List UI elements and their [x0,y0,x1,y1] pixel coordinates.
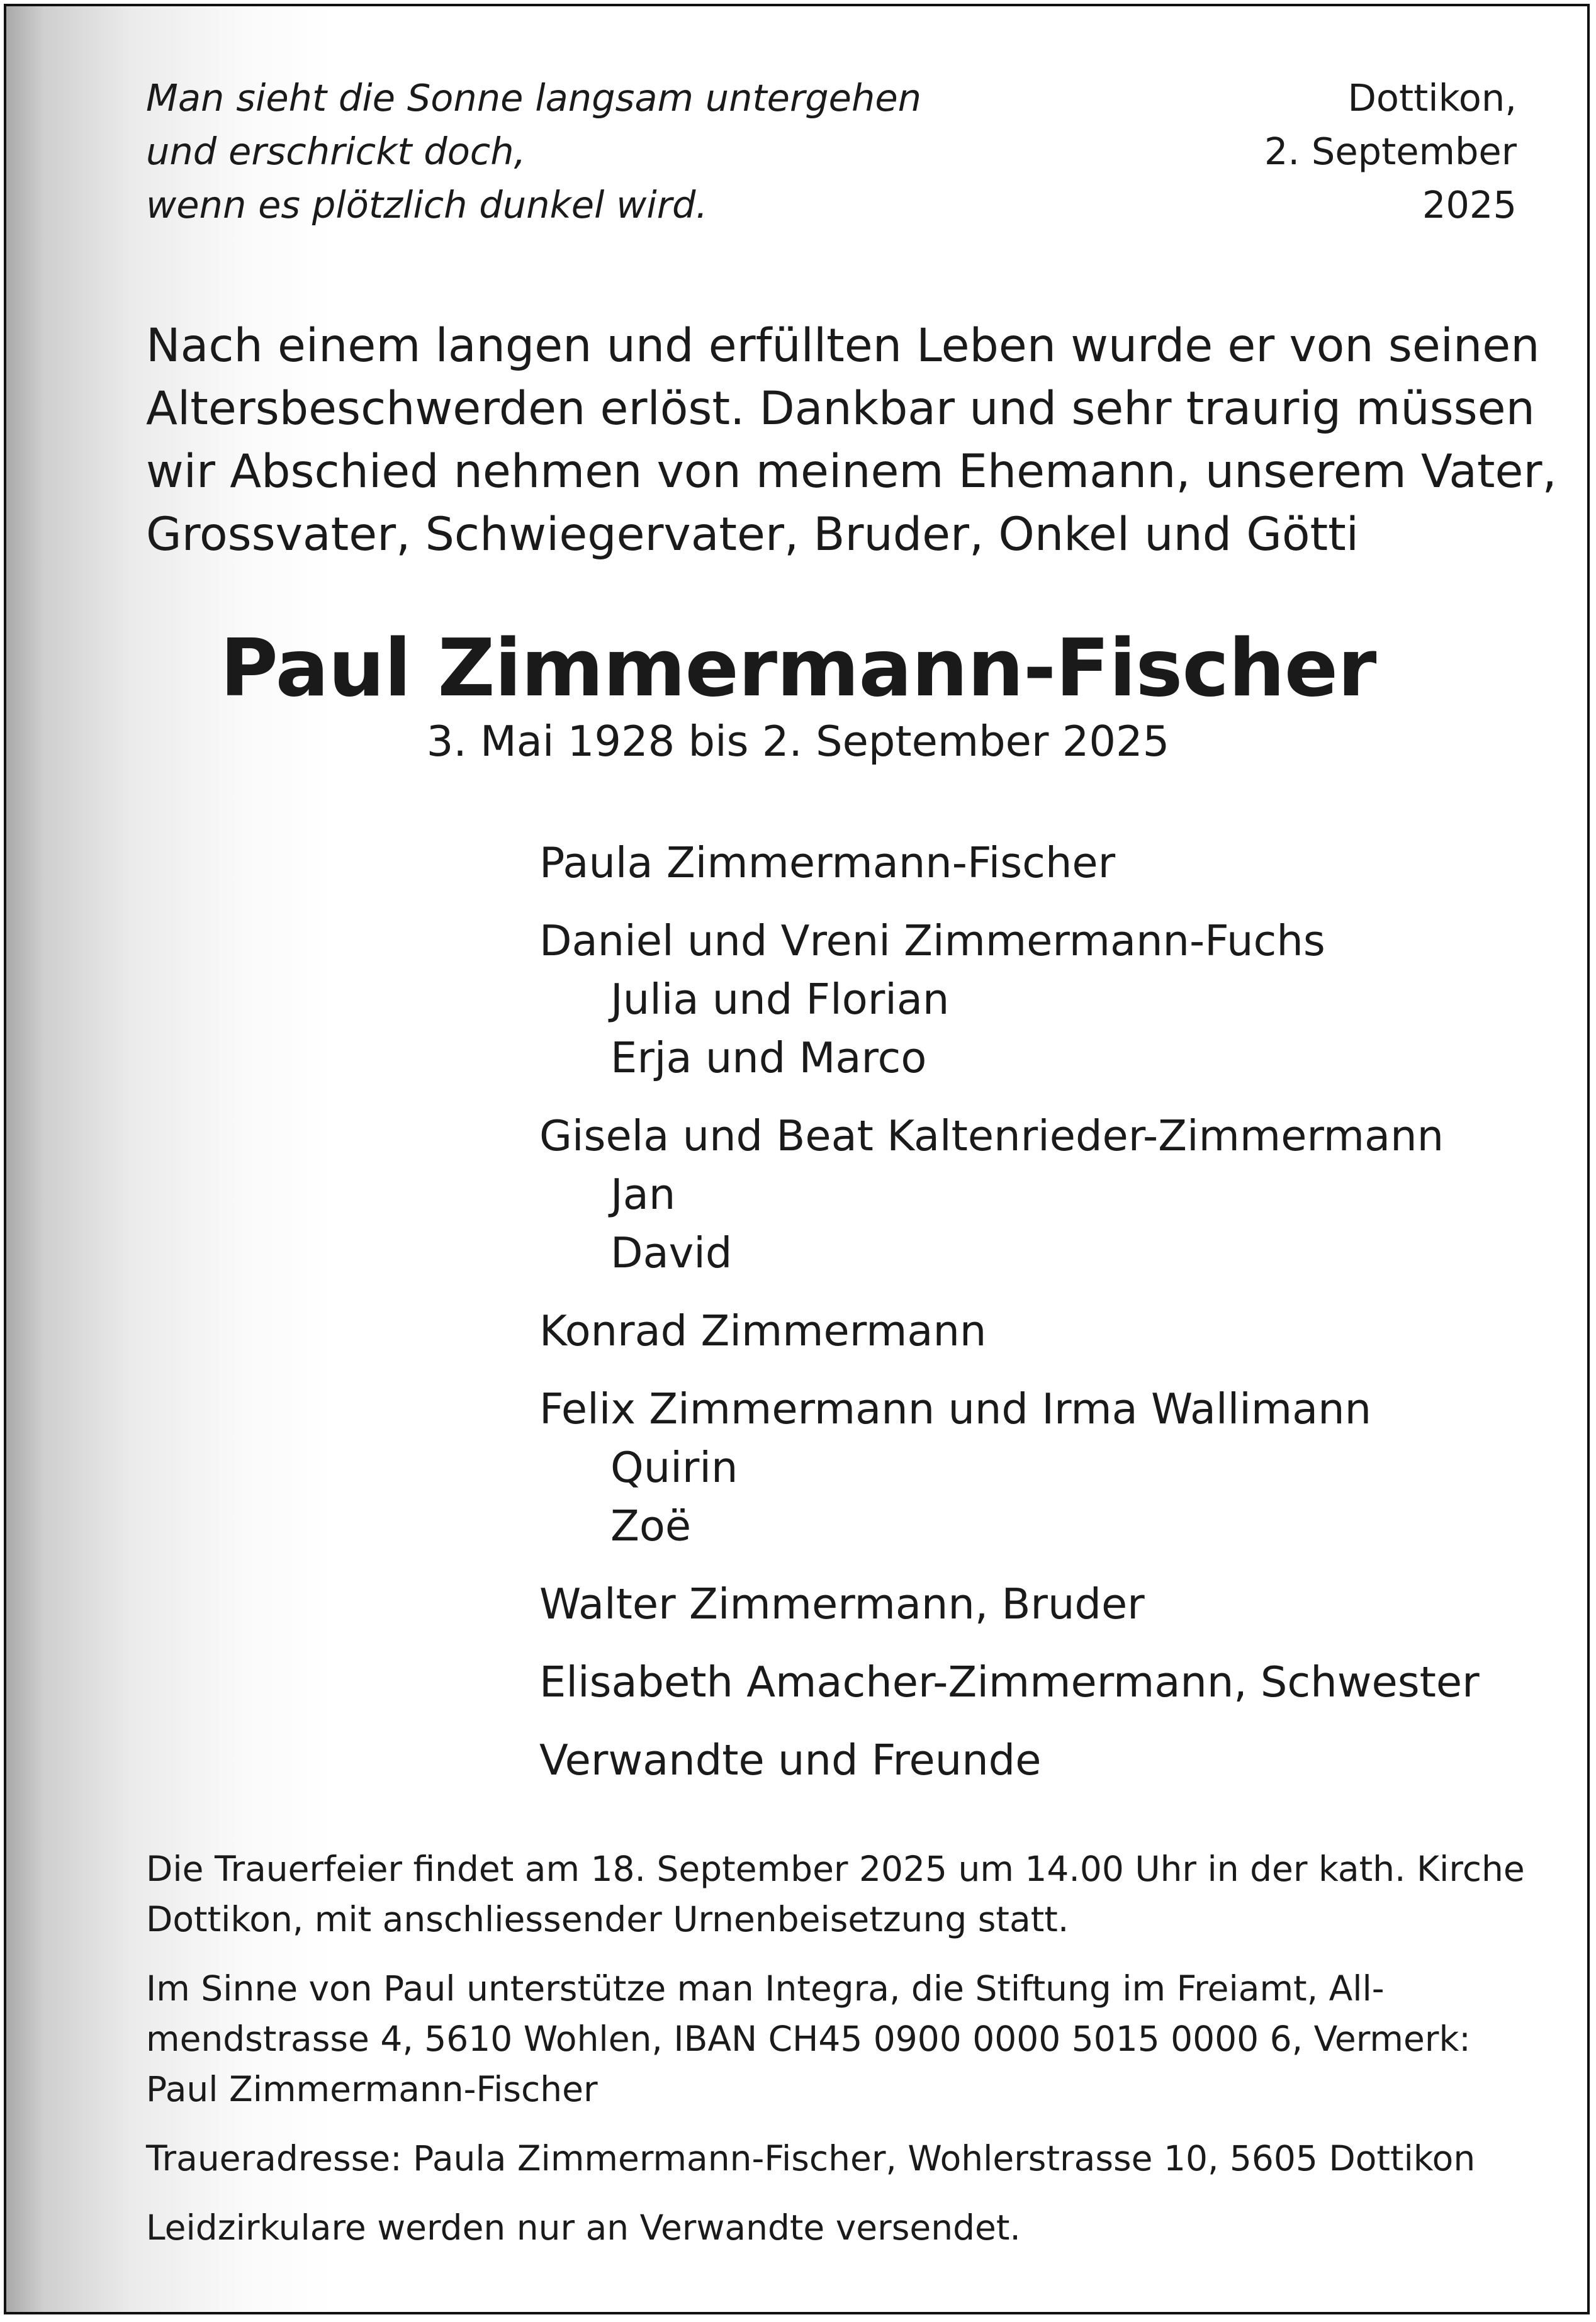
place-date-line: 2025 [1422,183,1517,227]
motto-quote [146,71,921,232]
motto-line: Man sieht die Sonne langsam untergehen [146,76,922,120]
place-date [1264,71,1517,232]
deceased-name: Paul Zimmermann-Fischer [220,622,1376,714]
mourner-name: Verwandte und Freunde [539,1736,1042,1785]
mourner-group [539,1731,1480,1790]
mourner-name: Walter Zimmermann, Bruder [539,1579,1145,1629]
mourner-name: Felix Zimmermann und Irma Wallimann [539,1384,1372,1433]
mourner-name: Konrad Zimmermann [539,1306,987,1355]
intro-line: Nach einem langen und erfüllten Leben wurde er von seinen [146,319,1540,373]
intro-line: Altersbeschwerden erlöst. Dankbar und sehr traurig müssen [146,382,1535,435]
mourner-name: Elisabeth Amacher-Zimmermann, Schwester [539,1657,1480,1707]
mourner-group [539,1107,1480,1282]
mourners-list [539,834,1480,1809]
notice-line: Dottikon, mit anschliessender Urnenbeisetzung statt. [146,1899,1069,1939]
donation-notice [146,1963,1525,2114]
place-date-line: 2. September [1264,130,1517,173]
mourner-name: Paula Zimmermann-Fischer [539,838,1116,887]
mourner-group [539,912,1480,1087]
mourner-group [539,1302,1480,1360]
place-date-line: Dottikon, [1347,76,1517,120]
life-dates: 3. Mai 1928 bis 2. September 2025 [426,717,1170,766]
intro-line: wir Abschied nehmen von meinem Ehemann, unserem Vater, [146,445,1557,498]
mourner-group [539,1653,1480,1712]
grandchild-name: Zoë [610,1501,692,1551]
intro-line: Grossvater, Schwiegervater, Bruder, Onkel und Götti [146,508,1359,561]
mourner-group [539,1575,1480,1634]
motto-line: und erschrickt doch, [146,130,526,173]
intro-text [146,315,1557,566]
mourner-group [539,1380,1480,1556]
motto-line: wenn es plötzlich dunkel wird. [146,183,708,227]
grandchild-name: Julia und Florian [610,975,950,1024]
notice-line: Im Sinne von Paul unterstütze man Integra, die Stiftung im Freiamt, All- [146,1968,1385,2009]
grandchild-name: Jan [610,1170,676,1219]
notice-line: Die Trauerfeier findet am 18. September 2025 um 14.00 Uhr in der kath. Kirche [146,1849,1525,1889]
grandchild-name: Erja und Marco [610,1033,927,1082]
mourning-address: Traueradresse: Paula Zimmermann-Fischer, Wohlerstrasse 10, 5605 Dottikon [146,2138,1476,2179]
grandchild-name: Quirin [610,1443,738,1492]
mourner-name: Daniel und Vreni Zimmermann-Fuchs [539,916,1325,965]
grandchild-name: David [610,1228,733,1277]
notices [146,1844,1525,2272]
mourner-name: Gisela und Beat Kaltenrieder-Zimmermann [539,1111,1444,1160]
notice-line: mendstrasse 4, 5610 Wohlen, IBAN CH45 0900 0000 5015 0000 6, Vermerk: [146,2019,1471,2059]
circulars-notice: Leidzirkulare werden nur an Verwandte versendet. [146,2207,1021,2248]
mourner-group [539,834,1480,892]
notice-line: Paul Zimmermann-Fischer [146,2069,598,2109]
funeral-notice [146,1844,1525,1944]
